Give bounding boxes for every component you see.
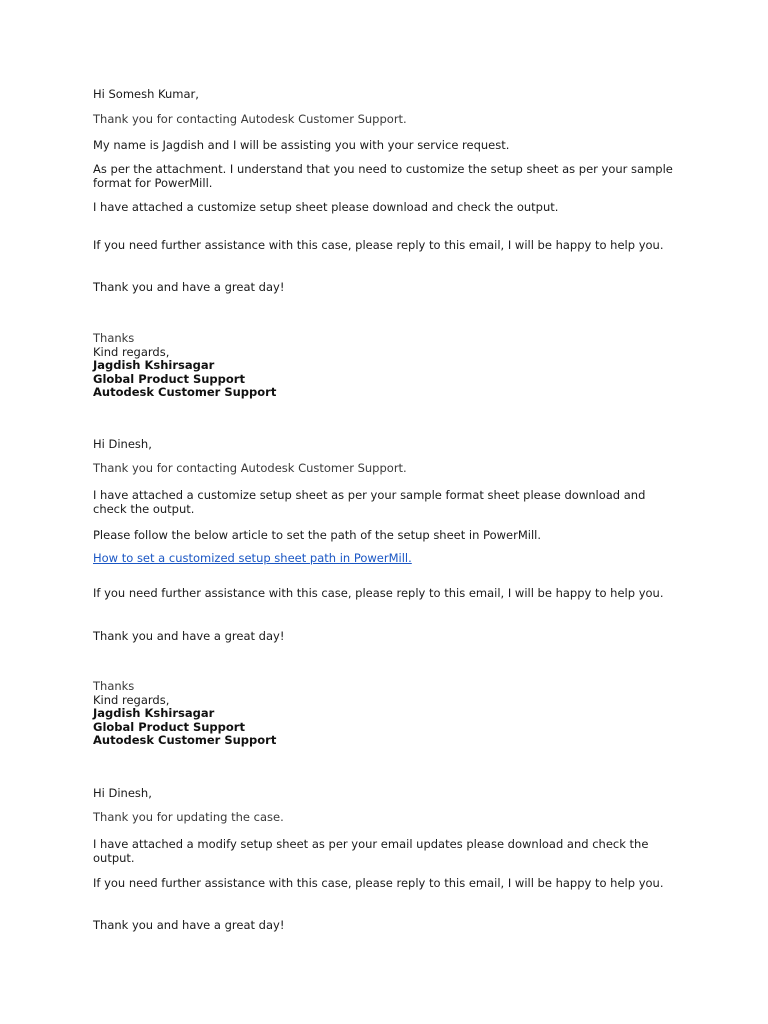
email-1-paragraph: If you need further assistance with this case, please reply to this email, I will be happy to help you. <box>93 238 664 252</box>
email-1-signature <box>93 332 673 400</box>
email-3-paragraph: If you need further assistance with this case, please reply to this email, I will be happy to help you. <box>93 876 664 890</box>
email-3-greeting: Hi Dinesh, <box>93 786 152 800</box>
signature-name: Jagdish Kshirsagar <box>93 358 215 372</box>
signature-regards: Kind regards, <box>93 344 170 359</box>
email-2-paragraph: Thank you and have a great day! <box>93 629 285 643</box>
email-1-paragraph: I have attached a customize setup sheet please download and check the output. <box>93 200 559 214</box>
signature-thanks: Thanks <box>93 679 135 693</box>
signature-team: Global Product Support <box>93 371 245 386</box>
email-1-paragraph: Thank you and have a great day! <box>93 280 285 294</box>
email-1-paragraph: My name is Jagdish and I will be assisting you with your service request. <box>93 138 510 152</box>
email-3-paragraph: Thank you and have a great day! <box>93 918 285 932</box>
email-2-paragraph: Please follow the below article to set the path of the setup sheet in PowerMill. <box>93 528 541 542</box>
email-1-paragraph: As per the attachment. I understand that you need to customize the setup sheet as per your sample format for PowerMill. <box>93 162 673 190</box>
signature-thanks: Thanks <box>93 331 135 345</box>
email-3-paragraph: Thank you for updating the case. <box>93 810 284 824</box>
email-1-greeting: Hi Somesh Kumar, <box>93 87 199 101</box>
signature-name: Jagdish Kshirsagar <box>93 706 215 720</box>
email-2-paragraph: Thank you for contacting Autodesk Customer Support. <box>93 461 407 475</box>
email-1-paragraph: Thank you for contacting Autodesk Customer Support. <box>93 112 407 126</box>
signature-company: Autodesk Customer Support <box>93 733 277 747</box>
article-link[interactable]: How to set a customized setup sheet path in PowerMill. <box>93 551 412 565</box>
email-2-paragraph: I have attached a customize setup sheet as per your sample format sheet please download and check the output. <box>93 488 646 516</box>
email-2-article-link-line <box>93 552 673 566</box>
email-3-paragraph: I have attached a modify setup sheet as per your email updates please download and check the output. <box>93 837 649 865</box>
email-2-greeting: Hi Dinesh, <box>93 437 152 451</box>
signature-regards: Kind regards, <box>93 692 170 707</box>
signature-team: Global Product Support <box>93 719 245 734</box>
signature-company: Autodesk Customer Support <box>93 385 277 399</box>
email-2-signature <box>93 680 673 748</box>
email-2-paragraph: If you need further assistance with this case, please reply to this email, I will be happy to help you. <box>93 586 664 600</box>
